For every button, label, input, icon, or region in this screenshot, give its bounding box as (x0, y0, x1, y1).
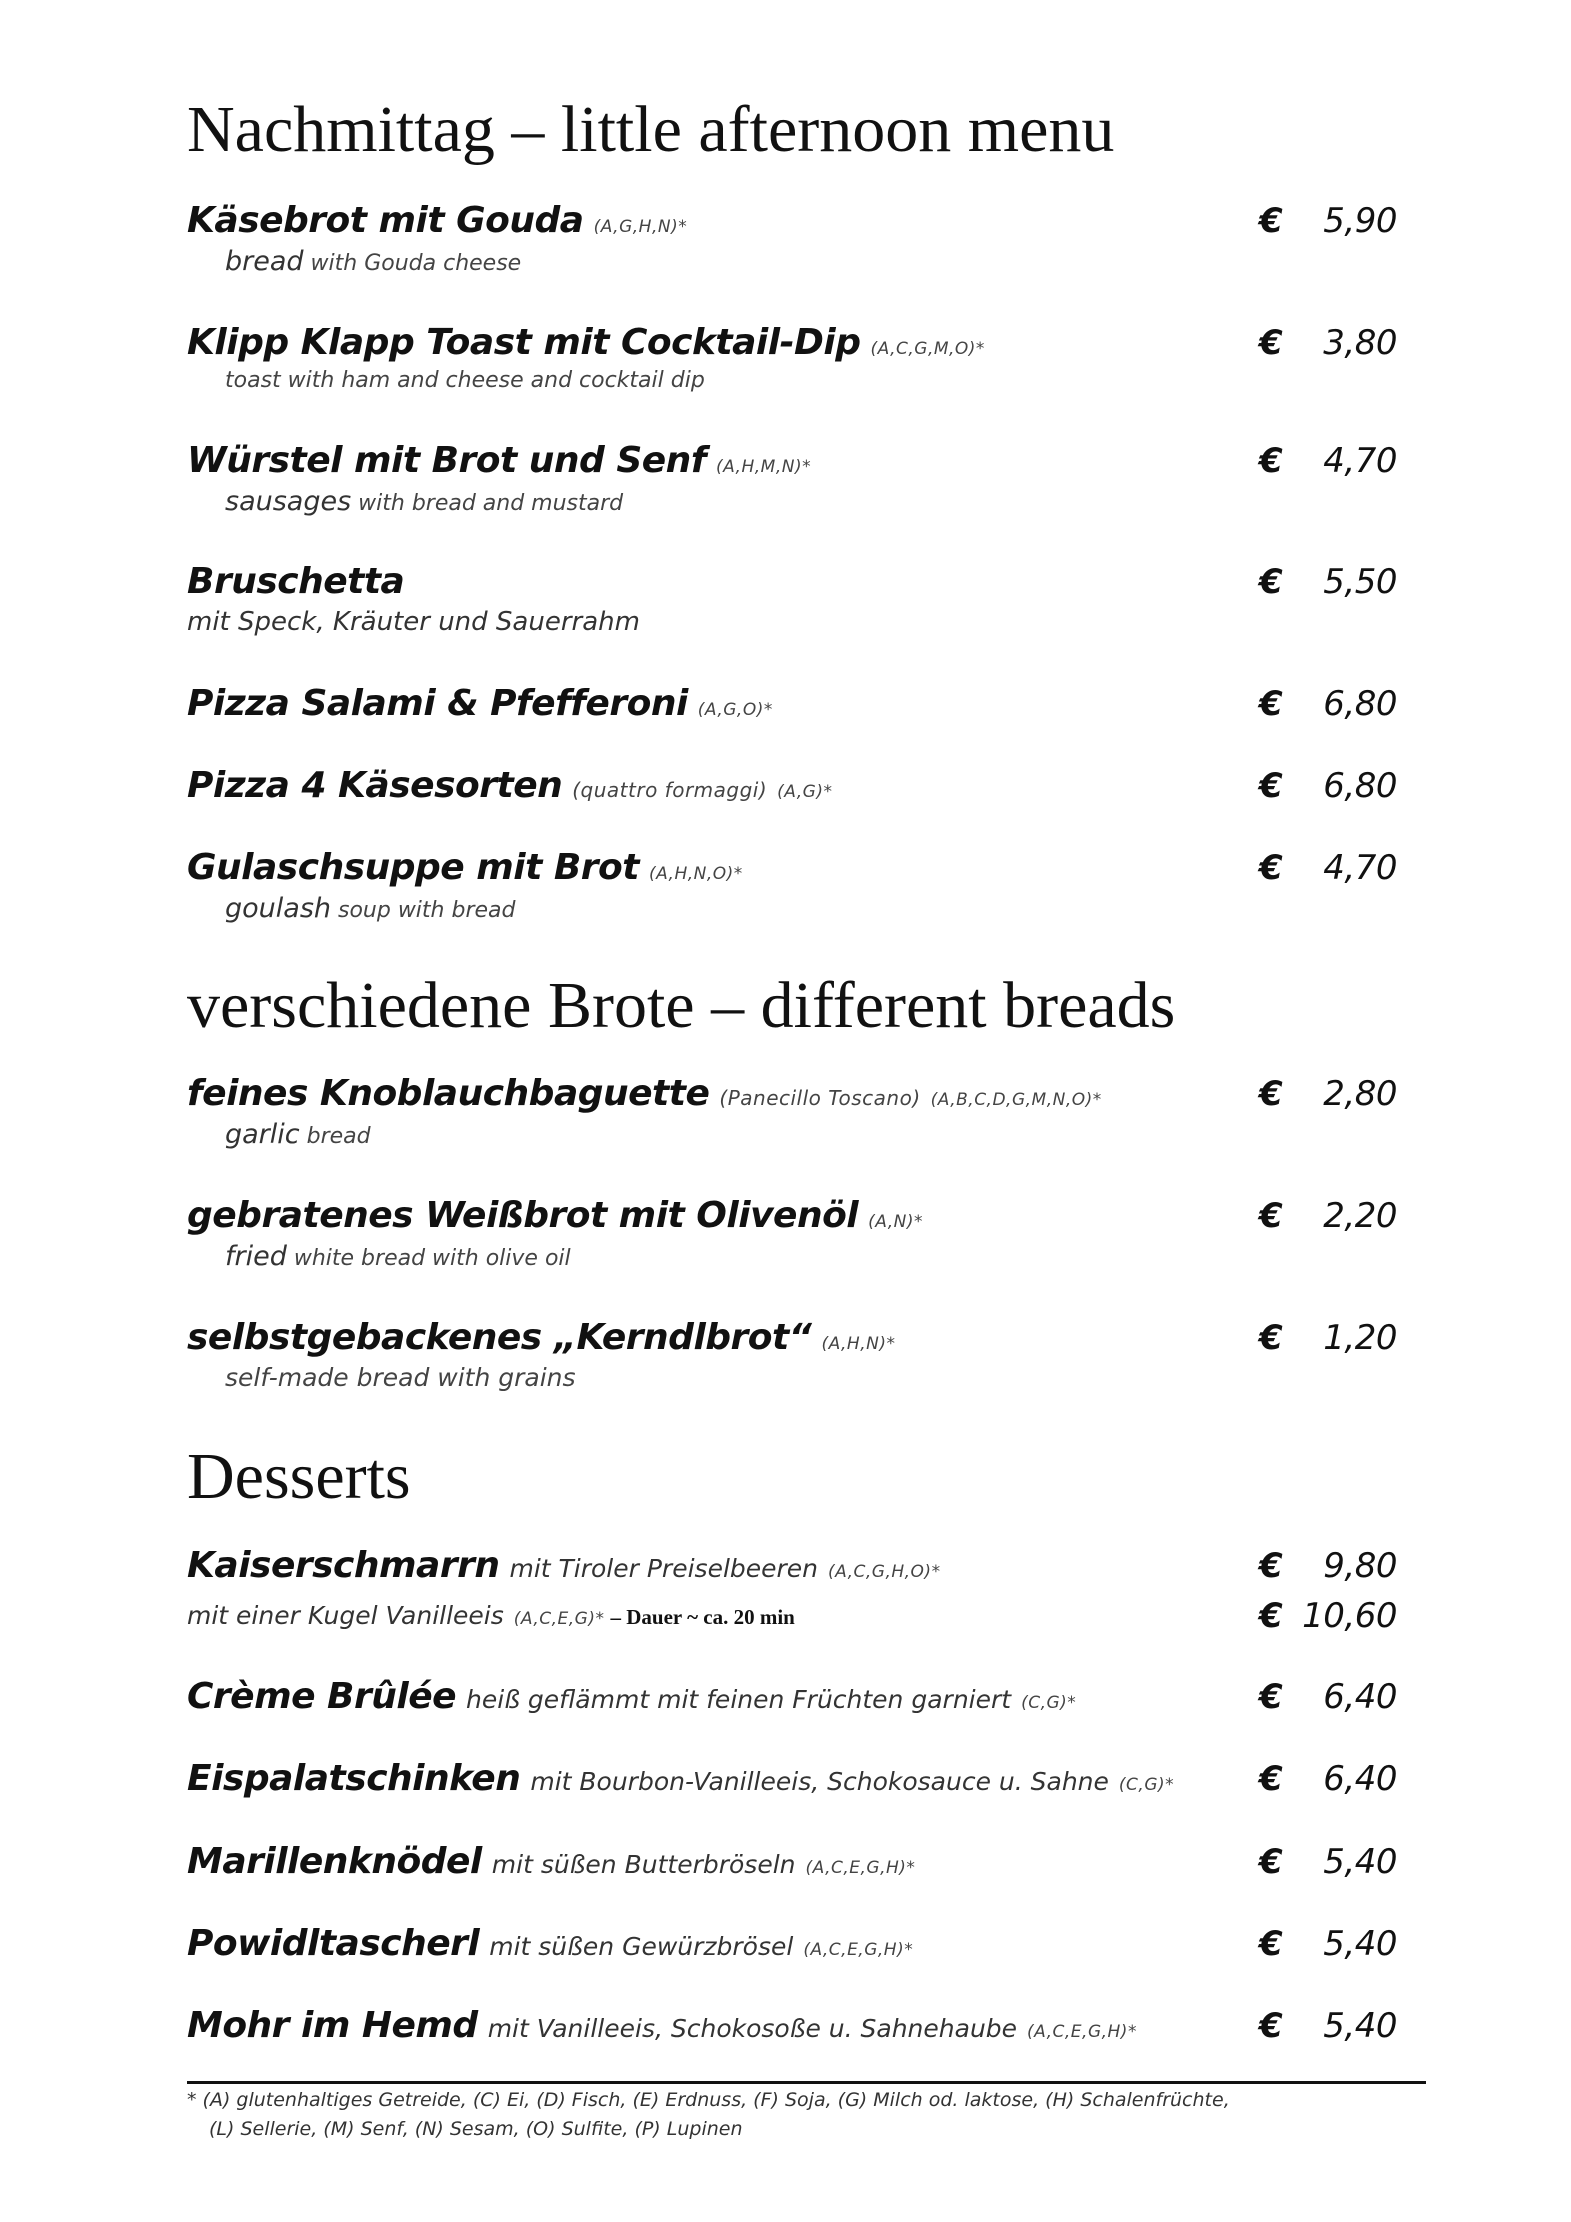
allergen-codes: (A,C,E,G)* (513, 1609, 605, 1629)
dish-name: Marillenknödel (187, 1841, 482, 1882)
price: 9,80 (1323, 1546, 1397, 1586)
dish-translation: self-made bread with grains (225, 1363, 576, 1392)
price: 10,60 (1302, 1596, 1397, 1636)
currency-symbol: € (1259, 201, 1283, 241)
menu-item-kaiserschmarrn (187, 1543, 1417, 1589)
currency-symbol: € (1259, 1924, 1283, 1964)
menu-item-kerndlbrot (187, 1315, 1417, 1392)
price: 5,40 (1323, 1842, 1397, 1882)
currency-symbol: € (1259, 1074, 1283, 1114)
price: 6,40 (1323, 1759, 1397, 1799)
currency-symbol: € (1259, 1677, 1283, 1717)
allergen-codes: (A,B,C,D,G,M,N,O)* (930, 1090, 1102, 1110)
variant-description: mit einer Kugel Vanilleeis (187, 1601, 504, 1630)
dish-description: mit süßen Gewürzbrösel (489, 1932, 794, 1961)
section-title-afternoon: Nachmittag – little afternoon menu (187, 93, 1115, 166)
section-title-desserts: Desserts (187, 1440, 411, 1513)
currency-symbol: € (1259, 562, 1283, 602)
currency-symbol: € (1259, 766, 1283, 806)
price: 5,40 (1323, 2006, 1397, 2046)
price: 5,50 (1323, 562, 1397, 602)
menu-item-klipp-klapp-toast (187, 320, 1417, 393)
allergen-codes: (A,N)* (868, 1212, 923, 1232)
dish-name: Gulaschsuppe mit Brot (187, 847, 639, 888)
currency-symbol: € (1259, 1842, 1283, 1882)
currency-symbol: € (1259, 2006, 1283, 2046)
menu-item-marillenknoedel (187, 1839, 1417, 1885)
preparation-time: – Dauer ~ ca. 20 min (610, 1605, 795, 1629)
price: 4,70 (1323, 441, 1397, 481)
dish-translation: sausages with bread and mustard (225, 486, 624, 517)
allergen-footnote-line-2: (L) Sellerie, (M) Senf, (N) Sesam, (O) Sulfite, (P) Lupinen (209, 2118, 743, 2140)
allergen-codes: (A,C,E,G,H)* (803, 1940, 914, 1960)
dish-note: (quattro formaggi) (572, 778, 768, 802)
allergen-codes: (C,G)* (1118, 1775, 1175, 1795)
menu-item-eispalatschinken (187, 1756, 1417, 1802)
currency-symbol: € (1259, 323, 1283, 363)
currency-symbol: € (1259, 848, 1283, 888)
menu-item-knoblauchbaguette (187, 1071, 1417, 1150)
menu-item-pizza-salami (187, 681, 1417, 727)
price: 5,90 (1323, 201, 1397, 241)
currency-symbol: € (1259, 1596, 1283, 1636)
menu-item-powidltascherl (187, 1921, 1417, 1967)
dish-description: mit Bourbon-Vanilleeis, Schokosauce u. Sahne (530, 1767, 1109, 1796)
menu-item-bruschetta (187, 559, 1417, 637)
menu-item-kaesebrot (187, 198, 1417, 277)
price: 5,40 (1323, 1924, 1397, 1964)
allergen-codes: (A,H,N)* (821, 1334, 896, 1354)
allergen-codes: (A,G,O)* (697, 700, 773, 720)
dish-name: gebratenes Weißbrot mit Olivenöl (187, 1195, 859, 1236)
dish-name: Würstel mit Brot und Senf (187, 440, 706, 481)
dish-description: mit Speck, Kräuter und Sauerrahm (187, 607, 640, 637)
currency-symbol: € (1259, 1318, 1283, 1358)
price: 6,80 (1323, 684, 1397, 724)
dish-description: mit Vanilleeis, Schokosoße u. Sahnehaube (487, 2014, 1018, 2043)
menu-item-gulaschsuppe (187, 845, 1417, 924)
menu-item-kaiserschmarrn-variant (187, 1593, 1417, 1639)
allergen-codes: (A,C,G,M,O)* (870, 339, 985, 359)
dish-description: mit Tiroler Preiselbeeren (509, 1554, 819, 1583)
menu-item-mohr-im-hemd (187, 2003, 1417, 2049)
dish-name: Mohr im Hemd (187, 2005, 478, 2046)
dish-translation: toast with ham and cheese and cocktail dip (225, 368, 705, 393)
price: 2,20 (1323, 1196, 1397, 1236)
dish-name: Bruschetta (187, 561, 405, 602)
currency-symbol: € (1259, 1759, 1283, 1799)
dish-name: feines Knoblauchbaguette (187, 1073, 710, 1114)
currency-symbol: € (1259, 684, 1283, 724)
allergen-codes: (A,H,M,N)* (715, 457, 812, 477)
menu-item-pizza-kaese (187, 763, 1417, 809)
menu-item-creme-brulee (187, 1674, 1417, 1720)
dish-name: Kaiserschmarrn (187, 1545, 500, 1586)
currency-symbol: € (1259, 1546, 1283, 1586)
allergen-codes: (A,G,H,N)* (593, 217, 688, 237)
section-title-breads: verschiedene Brote – different breads (187, 969, 1176, 1042)
allergen-footnote-line-1: * (A) glutenhaltiges Getreide, (C) Ei, (D) Fisch, (E) Erdnuss, (F) Soja, (G) Milch od. laktose, (H) Schalenfrüchte, (187, 2089, 1230, 2111)
dish-name: Klipp Klapp Toast mit Cocktail-Dip (187, 322, 861, 363)
price: 2,80 (1323, 1074, 1397, 1114)
dish-translation: garlic bread (225, 1119, 371, 1150)
dish-name: Powidltascherl (187, 1923, 480, 1964)
allergen-codes: (A,C,E,G,H)* (1027, 2022, 1137, 2042)
dish-description: heiß geflämmt mit feinen Früchten garniert (466, 1685, 1012, 1714)
dish-description: mit süßen Butterbröseln (491, 1850, 796, 1879)
menu-item-wuerstel (187, 438, 1417, 517)
dish-name: selbstgebackenes „Kerndlbrot“ (187, 1317, 812, 1358)
dish-name: Käsebrot mit Gouda (187, 200, 584, 241)
dish-name: Pizza 4 Käsesorten (187, 765, 563, 806)
allergen-codes: (C,G)* (1021, 1693, 1077, 1713)
allergen-codes: (A,C,G,H,O)* (828, 1562, 941, 1582)
price: 3,80 (1323, 323, 1397, 363)
dish-name: Pizza Salami & Pfefferoni (187, 683, 688, 724)
allergen-codes: (A,G)* (777, 782, 833, 802)
footnote-divider (187, 2081, 1426, 2084)
price: 4,70 (1323, 848, 1397, 888)
currency-symbol: € (1259, 441, 1283, 481)
price: 6,40 (1323, 1677, 1397, 1717)
dish-translation: bread with Gouda cheese (225, 246, 522, 277)
currency-symbol: € (1259, 1196, 1283, 1236)
allergen-codes: (A,C,E,G,H)* (805, 1858, 916, 1878)
dish-translation: fried white bread with olive oil (225, 1241, 571, 1272)
price: 1,20 (1323, 1318, 1397, 1358)
menu-item-weissbrot (187, 1193, 1417, 1272)
dish-note: (Panecillo Toscano) (719, 1086, 921, 1110)
dish-translation: goulash soup with bread (225, 893, 516, 924)
dish-name: Crème Brûlée (187, 1676, 457, 1717)
allergen-codes: (A,H,N,O)* (648, 864, 743, 884)
price: 6,80 (1323, 766, 1397, 806)
dish-name: Eispalatschinken (187, 1758, 521, 1799)
